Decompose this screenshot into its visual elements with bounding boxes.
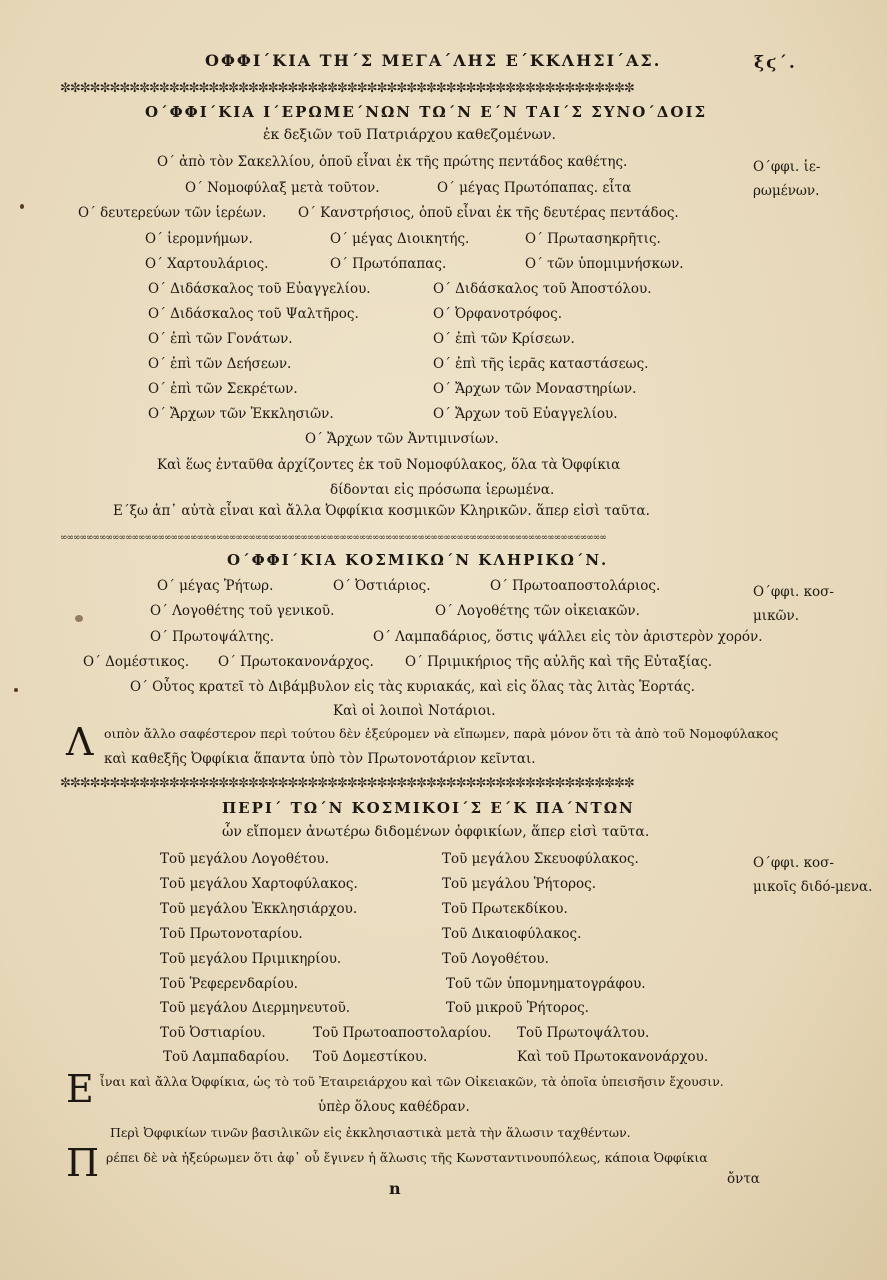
ornament-band-middle: ✼✼✼✼✼✼✼✼✼✼✼✼✼✼✼✼✼✼✼✼✼✼✼✼✼✼✼✼✼✼✼✼✼✼✼✼✼✼✼✼✼✼✼✼✼✼✼✼✼✼✼✼✼✼✼✼✼✼ — [60, 776, 634, 791]
list-item: Ο΄ Οὗτος κρατεῖ τὸ Διβάμβυλον εἰς τὰς κυριακάς, καὶ εἰς ὅλας τὰς λιτὰς Ἑορτάς. — [130, 679, 695, 695]
list-item: Ο΄ μέγας Διοικητής. — [330, 231, 470, 247]
list-item: Ο΄ Διδάσκαλος τοῦ Ἀποστόλου. — [433, 281, 652, 297]
list-item: Τοῦ Ῥεφερενδαρίου. — [160, 976, 298, 992]
foxing-spot — [20, 204, 24, 209]
folio-number: ξϛ΄. — [754, 53, 797, 73]
drop-cap-epsilon: Ε — [66, 1067, 94, 1111]
list-item: Ο΄ Λογοθέτης τῶν οἰκειακῶν. — [435, 603, 640, 619]
list-item: Ο΄ Δομέστικος. — [83, 654, 190, 670]
list-item: Τοῦ μεγάλου Λογοθέτου. — [160, 851, 330, 867]
section3-paragraph-line: ὑπὲρ ὅλους καθέδραν. — [318, 1099, 470, 1115]
list-item: Ο΄ Λογοθέτης τοῦ γενικοῦ. — [150, 603, 335, 619]
section1-closing-line: Καὶ ἕως ἐνταῦθα ἀρχίζοντες ἐκ τοῦ Νομοφύλακος, ὅλα τὰ Ὀφφίκια — [157, 457, 621, 473]
list-item: Ο΄ ἀπὸ τὸν Σακελλίου, ὁποῦ εἶναι ἐκ τῆς πρώτης πεντάδος καθέτης. — [157, 154, 628, 170]
list-item: Τοῦ μεγάλου Πριμικηρίου. — [160, 951, 342, 967]
catchword: ὄντα — [727, 1171, 760, 1187]
list-item: Τοῦ Πρωτεκδίκου. — [442, 901, 568, 917]
list-item: Τοῦ μεγάλου Χαρτοφύλακος. — [160, 876, 358, 892]
list-item: Ο΄ Κανστρήσιος, ὁποῦ εἶναι ἐκ τῆς δευτέρας πεντάδος. — [298, 205, 679, 221]
margin-note-3: Ο΄φφι. κοσ-μικοῖς διδό-μενα. — [753, 855, 873, 895]
list-item: Τοῦ τῶν ὑπομνηματογράφου. — [446, 976, 646, 992]
section4-paragraph-line: ρέπει δὲ νὰ ἠξεύρωμεν ὅτι ἀφ᾽ οὗ ἔγινεν ἡ ἅλωσις τῆς Κωνσταντινουπόλεως, κάποια Ὀφφίκια — [106, 1150, 708, 1165]
list-item: Τοῦ μεγάλου Ἐκκλησιάρχου. — [160, 901, 358, 917]
section3-subheading: ὧν εἴπομεν ἀνωτέρω διδομένων ὀφφικίων, ἅπερ εἰσὶ ταῦτα. — [222, 824, 650, 840]
running-title: ΟΦΦΙ΄ΚΙΑ ΤΗ΄Σ ΜΕΓΑ΄ΛΗΣ Ε΄ΚΚΛΗΣΙ΄ΑΣ. — [205, 51, 662, 70]
list-item: Ο΄ Πρωτοκανονάρχος. — [218, 654, 374, 670]
section3-paragraph-line: ἶναι καὶ ἄλλα Ὀφφίκια, ὡς τὸ τοῦ Ἐταιρειάρχου καὶ τῶν Οἰκειακῶν, τὰ ὁποῖα ὑπεισῆσιν ἔχουσιν. — [100, 1074, 724, 1089]
list-item: Ο΄ Χαρτουλάριος. — [145, 256, 269, 272]
list-item: Ο΄ ἐπὶ τῶν Δεήσεων. — [148, 356, 292, 372]
list-item: Ο΄ Ὀστιάριος. — [333, 578, 431, 594]
section3-heading: ΠΕΡΙ΄ ΤΩ΄Ν ΚΟΣΜΙΚΟΙ΄Σ Ε΄Κ ΠΑ΄ΝΤΩΝ — [222, 799, 635, 817]
section2-heading: Ο΄ΦΦΙ΄ΚΙΑ ΚΟΣΜΙΚΩ΄Ν ΚΛΗΡΙΚΩ΄Ν. — [227, 551, 609, 569]
list-item: Ο΄ Λαμπαδάριος, ὅστις ψάλλει εἰς τὸν ἀριστερὸν χορόν. — [373, 629, 763, 645]
list-item: Ο΄ Ἄρχων τῶν Μοναστηρίων. — [433, 381, 637, 397]
list-item: Τοῦ Δομεστίκου. — [313, 1049, 428, 1065]
list-item: Τοῦ Πρωτονοταρίου. — [160, 926, 303, 942]
ornament-band-thin: ∞∞∞∞∞∞∞∞∞∞∞∞∞∞∞∞∞∞∞∞∞∞∞∞∞∞∞∞∞∞∞∞∞∞∞∞∞∞∞∞∞∞∞∞∞∞∞∞∞∞∞∞∞∞∞∞∞∞∞∞∞∞∞∞∞∞∞∞∞∞∞∞∞∞∞∞∞∞∞∞∞∞∞∞ — [60, 533, 606, 543]
list-item: Τοῦ Πρωτοαποστολαρίου. — [313, 1025, 492, 1041]
list-item: Ο΄ Διδάσκαλος τοῦ Εὐαγγελίου. — [148, 281, 371, 297]
list-item: Ο΄ ἐπὶ τῶν Σεκρέτων. — [148, 381, 298, 397]
margin-note-2: Ο΄φφι. κοσ-μικῶν. — [753, 584, 834, 624]
list-item: Ο΄ Ἄρχων τῶν Ἐκκλησιῶν. — [148, 406, 334, 422]
list-item: Ο΄ ἐπὶ τῆς ἱερᾶς καταστάσεως. — [433, 356, 649, 372]
list-item: Ο΄ ἐπὶ τῶν Κρίσεων. — [433, 331, 575, 347]
list-item: Ο΄ Ὀρφανοτρόφος. — [433, 306, 562, 322]
list-item: Τοῦ Πρωτοψάλτου. — [517, 1025, 650, 1041]
list-item: Καὶ οἱ λοιποὶ Νοτάριοι. — [333, 703, 496, 719]
list-item: Ο΄ Ἄρχων τῶν Ἀντιμινσίων. — [305, 431, 499, 447]
list-item: Ο΄ Πρωτόπαπας. — [330, 256, 447, 272]
drop-cap-lambda: Λ — [66, 720, 94, 764]
section2-paragraph-line: οιπὸν ἄλλο σαφέστερον περὶ τούτου δὲν ἐξεύρομεν νὰ εἴπωμεν, παρὰ μόνον ὅτι τὰ ἀπὸ τοῦ Νομοφύλακος — [104, 726, 779, 741]
list-item: Τοῦ μικροῦ Ῥήτορος. — [446, 1000, 589, 1016]
list-item: Ο΄ Νομοφύλαξ μετὰ τοῦτον. — [185, 180, 380, 196]
section1-subheading: ἐκ δεξιῶν τοῦ Πατριάρχου καθεζομένων. — [263, 127, 556, 143]
foxing-spot — [14, 688, 18, 692]
drop-cap-pi: Π — [66, 1141, 100, 1185]
section1-closing-line: δίδονται εἰς πρόσωπα ἱερωμένα. — [330, 482, 555, 498]
list-item: Ο΄ ἱερομνήμων. — [145, 231, 253, 247]
list-item: Τοῦ μεγάλου Διερμηνευτοῦ. — [160, 1000, 351, 1016]
list-item: Ο΄ τῶν ὑπομιμνήσκων. — [525, 256, 684, 272]
list-item: Ο΄ ἐπὶ τῶν Γονάτων. — [148, 331, 293, 347]
list-item: Καὶ τοῦ Πρωτοκανονάρχου. — [517, 1049, 709, 1065]
list-item: Ο΄ Πρωτασηκρῆτις. — [525, 231, 661, 247]
list-item: Ο΄ Πρωτοαποστολάριος. — [490, 578, 661, 594]
list-item: Ο΄ δευτερεύων τῶν ἱερέων. — [78, 205, 267, 221]
list-item: Ο΄ μέγας Ῥήτωρ. — [157, 578, 274, 594]
list-item: Τοῦ Λαμπαδαρίου. — [163, 1049, 290, 1065]
section4-title: Περὶ Ὀφφικίων τινῶν βασιλικῶν εἰς ἐκκλησιαστικὰ μετὰ τὴν ἅλωσιν ταχθέντων. — [110, 1125, 631, 1140]
list-item: Ο΄ μέγας Πρωτόπαπας. εἶτα — [437, 180, 632, 196]
list-item: Ο΄ Πρωτοψάλτης. — [150, 629, 275, 645]
list-item: Ο΄ Διδάσκαλος τοῦ Ψαλτῆρος. — [148, 306, 359, 322]
list-item: Ο΄ Ἄρχων τοῦ Εὐαγγελίου. — [433, 406, 618, 422]
list-item: Τοῦ Δικαιοφύλακος. — [442, 926, 582, 942]
list-item: Τοῦ Λογοθέτου. — [442, 951, 549, 967]
signature-mark: n — [389, 1179, 401, 1198]
ornament-band-top: ✼✼✼✼✼✼✼✼✼✼✼✼✼✼✼✼✼✼✼✼✼✼✼✼✼✼✼✼✼✼✼✼✼✼✼✼✼✼✼✼✼✼✼✼✼✼✼✼✼✼✼✼✼✼✼✼✼✼ — [60, 81, 634, 96]
section2-paragraph-line: καὶ καθεξῆς Ὀφφίκια ἅπαντα ὑπὸ τὸν Πρωτονοτάριον κεῖνται. — [104, 751, 536, 767]
list-item: Τοῦ Ὀστιαρίου. — [160, 1025, 266, 1041]
section1-heading: Ο΄ΦΦΙ΄ΚΙΑ Ι΄ΕΡΩΜΕ΄ΝΩΝ ΤΩ΄Ν Ε΄Ν ΤΑΙ΄Σ ΣΥΝΟ΄ΔΟΙΣ — [145, 103, 708, 121]
list-item: Τοῦ μεγάλου Ῥήτορος. — [442, 876, 597, 892]
foxing-spot — [75, 615, 83, 622]
list-item: Τοῦ μεγάλου Σκευοφύλακος. — [442, 851, 639, 867]
list-item: Ο΄ Πριμικήριος τῆς αὐλῆς καὶ τῆς Εὐταξίας. — [405, 654, 713, 670]
margin-note-1: Ο΄φφι. ἱε-ρωμένων. — [753, 159, 821, 199]
section1-closing-line: Ε΄ξω ἀπ᾽ αὐτὰ εἶναι καὶ ἄλλα Ὀφφίκια κοσμικῶν Κληρικῶν. ἅπερ εἰσὶ ταῦτα. — [113, 503, 650, 519]
